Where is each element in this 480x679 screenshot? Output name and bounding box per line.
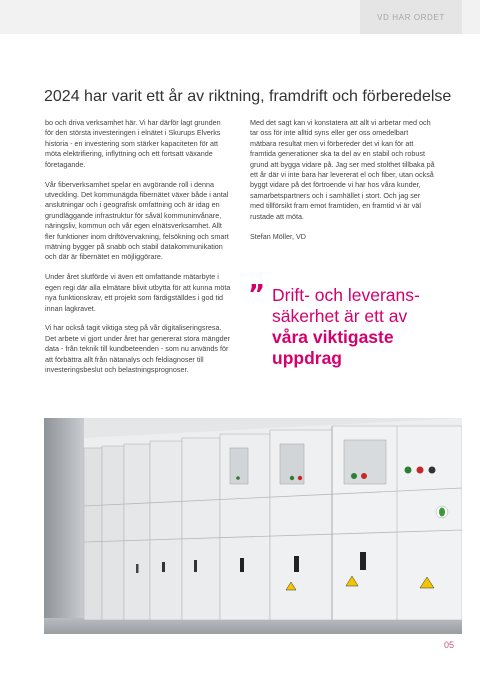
pull-quote-line-emphasis: våra viktigaste uppdrag xyxy=(272,327,394,368)
section-label: VD HAR ORDET xyxy=(360,0,462,34)
left-column xyxy=(45,118,231,385)
switchgear-illustration xyxy=(44,418,462,634)
pull-quote-line: Drift- och leverans- xyxy=(272,285,420,305)
pull-quote xyxy=(248,280,448,369)
body-paragraph: Vår fiberverksamhet spelar en avgörande roll i denna utveckling. Det kommunägda fibernätet växer både i antal anslutningar och i geografisk omfattning och är idag en grundläggande infrastruktur för såväl kommuninvånare, näringsliv, kommun och vår egen elnätsverksamhet. Allt fler funktioner inom driftövervakning, felsökning och smart mätning bygger på snabb och stabil datakommunikation och där är fibernätet en möjliggörare. xyxy=(45,179,229,262)
body-paragraph: Under året slutförde vi även ett omfattande mätarbyte i egen regi där alla elmätare blivit utbytta för att kunna möta nya funktionskrav, ett projekt som färdigställdes i god tid innan lagkravet. xyxy=(45,272,231,313)
pull-quote-line: säkerhet är ett av xyxy=(272,306,408,326)
page-number: 05 xyxy=(444,640,455,650)
cabinet-row xyxy=(84,426,462,620)
leaf-logo-icon xyxy=(436,506,448,518)
signature: Stefan Möller, VD xyxy=(250,231,306,241)
right-column xyxy=(250,118,436,251)
body-paragraph: bo och driva verksamhet här. Vi har därför lagt grunden för den största investeringen i elnätet i Skurups Elverks historia - en investering som stärker kapaciteten för att möta elektrifiering, inflyttning och ett fortsatt växande företagande. xyxy=(45,118,221,169)
body-paragraph: Med det sagt kan vi konstatera att allt vi arbetar med och tar oss för inte alltid syns eller ger oss omedelbart mätbara resultat men vi förbereder det vi kan för att framtida generationer ska ta del av en stabil och robust grund att bygga vidare på. Jag ser med stolthet tillbaka på ett år där vi inte bara har levererat el och fiber, utan också byggt vidare på det förtroende vi har hos våra kunder, samarbetspartners och i samhället i stort. Och jag ser med tillförsikt fram emot framtiden, en framtid vi är väl rustade att möta. xyxy=(250,118,435,221)
pull-quote-text xyxy=(272,285,448,369)
body-paragraph: Vi har också tagit viktiga steg på vår digitaliseringsresa. Det arbete vi gjort under året har genererat stora mängder data - från teknik till kundbeteenden - som nu används för att förbättra allt från nätanalys och feldiagnoser till investeringsbeslut och belastningsprognoser. xyxy=(45,323,230,375)
switchgear-photo xyxy=(44,418,462,634)
quote-mark-icon: ” xyxy=(248,280,266,310)
page-title: 2024 har varit ett år av riktning, framdrift och förberedelse xyxy=(44,88,452,105)
